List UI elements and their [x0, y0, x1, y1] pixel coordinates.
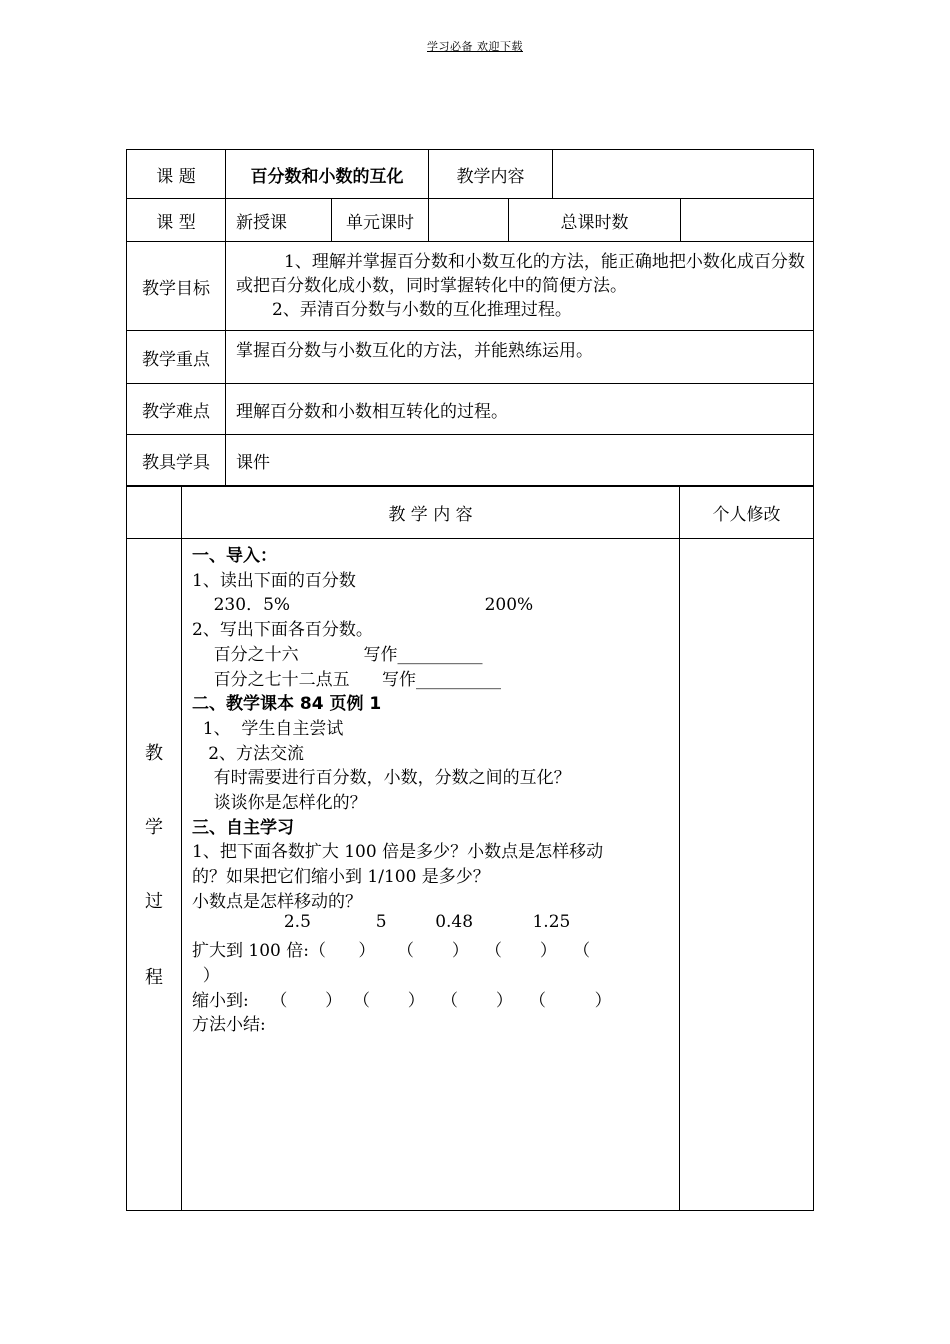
- process-line: 缩小到: （ ） （ ） （ ） （ ）: [192, 990, 612, 1011]
- side-char-2: 学: [145, 817, 163, 838]
- process-line: 百分之十六 写作__________: [192, 644, 483, 665]
- process-line: 方法小结:: [192, 1015, 266, 1036]
- topic-label: 课 题: [127, 150, 226, 199]
- process-line: 小数点是怎样移动的？: [192, 891, 362, 912]
- lesson-info-table: [126, 149, 814, 486]
- process-line: 三、自主学习: [192, 817, 294, 838]
- content-value: [553, 150, 814, 199]
- topic-value: 百分数和小数的互化: [226, 150, 429, 199]
- total-label: 总课时数: [509, 199, 681, 242]
- goal-2: 2、弄清百分数与小数的互化推理过程。: [272, 300, 572, 320]
- tools-value: 课件: [226, 435, 814, 486]
- process-line: 2、写出下面各百分数。: [192, 620, 373, 641]
- process-header-empty: [127, 487, 182, 539]
- tools-label: 教具学具: [127, 435, 226, 486]
- process-line: 2、方法交流: [192, 743, 305, 764]
- process-line: 扩大到 100 倍:（ ） （ ） （ ） （: [192, 941, 591, 962]
- difficulty-value: 理解百分数和小数相互转化的过程。: [226, 384, 814, 435]
- process-line: 2.5 5 0.48 1.25: [192, 911, 571, 932]
- unit-label: 单元课时: [332, 199, 429, 242]
- process-modify-column: [680, 539, 814, 1211]
- process-line: 的？如果把它们缩小到 1/100 是多少？: [192, 867, 490, 888]
- difficulty-label: 教学难点: [127, 384, 226, 435]
- type-value: 新授课: [226, 199, 332, 242]
- content-label: 教学内容: [429, 150, 553, 199]
- process-side-label: [127, 539, 182, 1211]
- process-line: 二、教学课本 84 页例 1: [192, 694, 382, 715]
- page-header: [0, 38, 950, 54]
- process-line: 一、导入：: [192, 546, 277, 566]
- key-value: 掌握百分数与小数互化的方法，并能熟练运用。: [226, 331, 814, 384]
- process-table: [126, 486, 814, 1211]
- process-line: 谈谈你是怎样化的？: [192, 793, 367, 813]
- goal-1: 1、理解并掌握百分数和小数互化的方法，能正确地把小数化成百分数或把百分数化成小数，同时掌握转化中的简便方法。: [236, 252, 805, 296]
- process-line: ）: [192, 965, 220, 986]
- total-value: [681, 199, 814, 242]
- process-line: 百分之七十二点五 写作__________: [192, 669, 502, 690]
- process-content-header: 教 学 内 容: [182, 487, 680, 539]
- side-char-3: 过: [145, 891, 163, 912]
- process-line: 1、 学生自主尝试: [192, 718, 344, 739]
- unit-value: [429, 199, 509, 242]
- process-content: [182, 539, 680, 1211]
- process-modify-header: 个人修改: [680, 487, 814, 539]
- key-label: 教学重点: [127, 331, 226, 384]
- process-line: 有时需要进行百分数，小数，分数之间的互化？: [192, 768, 571, 789]
- process-line: 1、把下面各数扩大 100 倍是多少？小数点是怎样移动: [192, 842, 604, 863]
- side-char-1: 教: [145, 743, 163, 764]
- header-text: 学习必备 欢迎下载: [427, 40, 523, 53]
- goal-label: 教学目标: [127, 242, 226, 331]
- process-line: 1、读出下面的百分数: [192, 570, 356, 591]
- process-line: 230．5% 200%: [192, 595, 534, 616]
- goal-content: [226, 242, 814, 331]
- side-char-4: 程: [145, 967, 163, 988]
- type-label: 课 型: [127, 199, 226, 242]
